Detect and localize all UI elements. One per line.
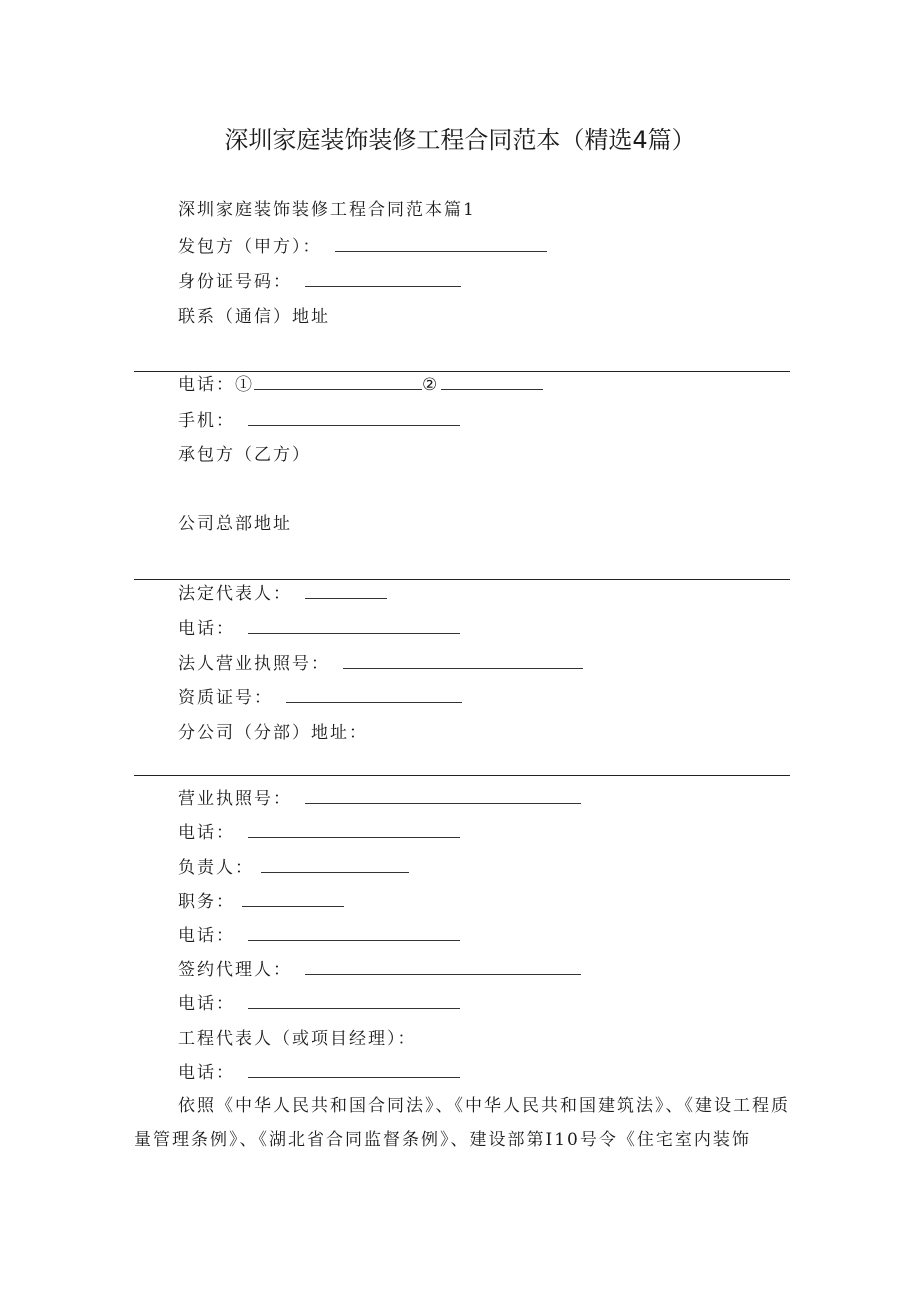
party-b-phone-row [178, 617, 460, 641]
document-title: 深圳家庭装饰装修工程合同范本（精选4篇） [224, 126, 696, 154]
manager-label: 负责人： [178, 858, 254, 878]
branch-phone-row [178, 821, 460, 845]
branch-license-row [178, 787, 581, 811]
project-rep-label: 工程代表人（或项目经理）： [178, 1029, 417, 1049]
id-number-blank[interactable] [305, 272, 461, 287]
mobile-row [178, 409, 460, 433]
agent-blank[interactable] [305, 960, 581, 975]
branch-phone4-blank[interactable] [248, 1063, 460, 1078]
phone-label: 电话： [178, 375, 235, 395]
branch-phone3-label: 电话： [178, 994, 235, 1014]
mobile-blank[interactable] [248, 411, 460, 426]
branch-address-blank-line[interactable] [134, 775, 790, 776]
legal-license-label: 法人营业执照号： [178, 654, 330, 674]
phone-mark-1: ① [235, 375, 254, 395]
legal-rep-blank[interactable] [305, 584, 387, 599]
party-a-phone-row [178, 373, 543, 397]
branch-license-label: 营业执照号： [178, 789, 292, 809]
legal-license-row [178, 652, 583, 676]
manager-blank[interactable] [261, 858, 409, 873]
qualification-blank[interactable] [286, 688, 462, 703]
branch-phone2-label: 电话： [178, 926, 235, 946]
legal-rep-label: 法定代表人： [178, 584, 292, 604]
party-a-label: 发包方（甲方）： [178, 237, 322, 257]
section-heading: 深圳家庭装饰装修工程合同范本篇1 [178, 200, 476, 220]
mobile-label: 手机： [178, 411, 235, 431]
address-label: 联系（通信）地址 [178, 307, 330, 327]
position-label: 职务： [178, 892, 235, 912]
legal-rep-row [178, 582, 387, 606]
branch-address-label: 分公司（分部）地址： [178, 723, 368, 743]
agent-label: 签约代理人： [178, 960, 292, 980]
position-row [178, 890, 344, 914]
manager-row [178, 856, 409, 880]
party-b-phone-label: 电话： [178, 619, 235, 639]
party-a-blank[interactable] [335, 237, 547, 252]
branch-phone2-row [178, 924, 460, 948]
id-number-label: 身份证号码： [178, 272, 292, 292]
party-a-row [178, 235, 547, 259]
hq-address-label: 公司总部地址 [178, 514, 292, 534]
agent-row [178, 958, 581, 982]
body-paragraph: 依照《中华人民共和国合同法》、《中华人民共和国建筑法》、《建设工程质量管理条例》、《湖北省合同监督条例》、建设部第I10号令《住宅室内装饰 [134, 1096, 790, 1150]
phone-2-blank[interactable] [441, 375, 543, 390]
party-b-label: 承包方（乙方） [178, 445, 311, 465]
branch-phone2-blank[interactable] [248, 926, 460, 941]
qualification-label: 资质证号： [178, 688, 273, 708]
address-blank-line[interactable] [134, 371, 790, 372]
branch-phone4-label: 电话： [178, 1063, 235, 1083]
legal-license-blank[interactable] [343, 654, 583, 669]
branch-license-blank[interactable] [305, 789, 581, 804]
branch-phone3-row [178, 992, 460, 1016]
branch-phone-blank[interactable] [248, 823, 460, 838]
hq-address-blank-line[interactable] [134, 579, 790, 580]
branch-phone-label: 电话： [178, 823, 235, 843]
position-blank[interactable] [242, 892, 344, 907]
id-number-row [178, 270, 461, 294]
party-b-phone-blank[interactable] [248, 619, 460, 634]
phone-1-blank[interactable] [254, 375, 422, 390]
phone-mark-2: ② [422, 375, 440, 395]
qualification-row [178, 686, 462, 710]
branch-phone4-row [178, 1061, 460, 1085]
branch-phone3-blank[interactable] [248, 994, 460, 1009]
